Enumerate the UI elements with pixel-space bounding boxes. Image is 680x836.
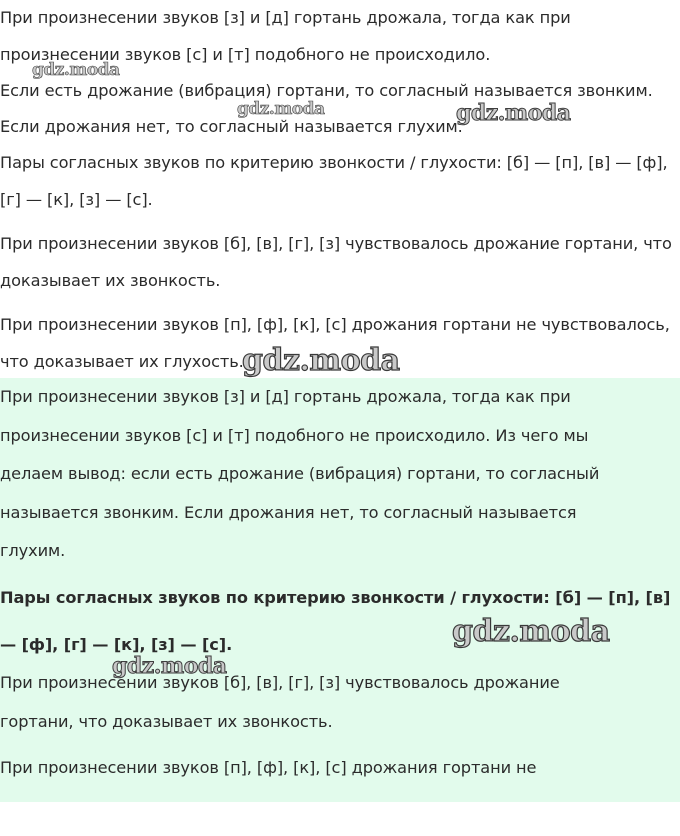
watermark: gdz.moda [242,343,400,378]
text-line: произнесении звуков [с] и [т] подобного не происходило. Из чего мы [0,425,589,445]
text-line: глухим. [0,541,66,561]
text-line: Если есть дрожание (вибрация) гортани, то согласный называется звонким. [0,81,653,100]
short-answer-block [0,0,680,380]
full-answer-block [0,378,680,802]
text-line: называется звонким. Если дрожания нет, то согласный называется [0,502,577,522]
text-line: При произнесении звуков [з] и [д] гортань дрожала, тогда как при [0,387,571,406]
watermark: gdz.moda [452,614,610,649]
text-line: произнесении звуков [с] и [т] подобного не происходило. [0,44,491,64]
watermark: gdz.moda [112,653,227,679]
watermark: gdz.moda [237,99,325,119]
text-line: При произнесении звуков [б], [в], [г], [з] чувствовалось дрожание гортани, что [0,234,672,253]
pairs-heading-line: Пары согласных звуков по критерию звонкости / глухости: [б] — [п], [в] [0,587,671,607]
text-line: Пары согласных звуков по критерию звонкости / глухости: [б] — [п], [в] — [ф], [0,153,668,172]
pairs-heading-line: — [ф], [г] — [к], [з] — [с]. [0,634,233,654]
text-line: При произнесении звуков [п], [ф], [к], [с] дрожания гортани не чувствовалось, [0,315,670,334]
text-line: гортани, что доказывает их звонкость. [0,711,333,731]
text-line: При произнесении звуков [б], [в], [г], [з] чувствовалось дрожание [0,673,560,693]
text-line: Если дрожания нет, то согласный называется глухим. [0,117,463,136]
text-line: доказывает их звонкость. [0,270,221,290]
watermark: gdz.moda [456,100,571,126]
text-line: При произнесении звуков [п], [ф], [к], [с] дрожания гортани не [0,758,537,778]
text-line: что доказывает их глухость. [0,351,244,371]
text-line: делаем вывод: если есть дрожание (вибрация) гортани, то согласный [0,464,600,484]
text-line: [г] — [к], [з] — [с]. [0,189,153,209]
watermark: gdz.moda [32,60,120,80]
text-line: При произнесении звуков [з] и [д] гортань дрожала, тогда как при [0,8,571,27]
